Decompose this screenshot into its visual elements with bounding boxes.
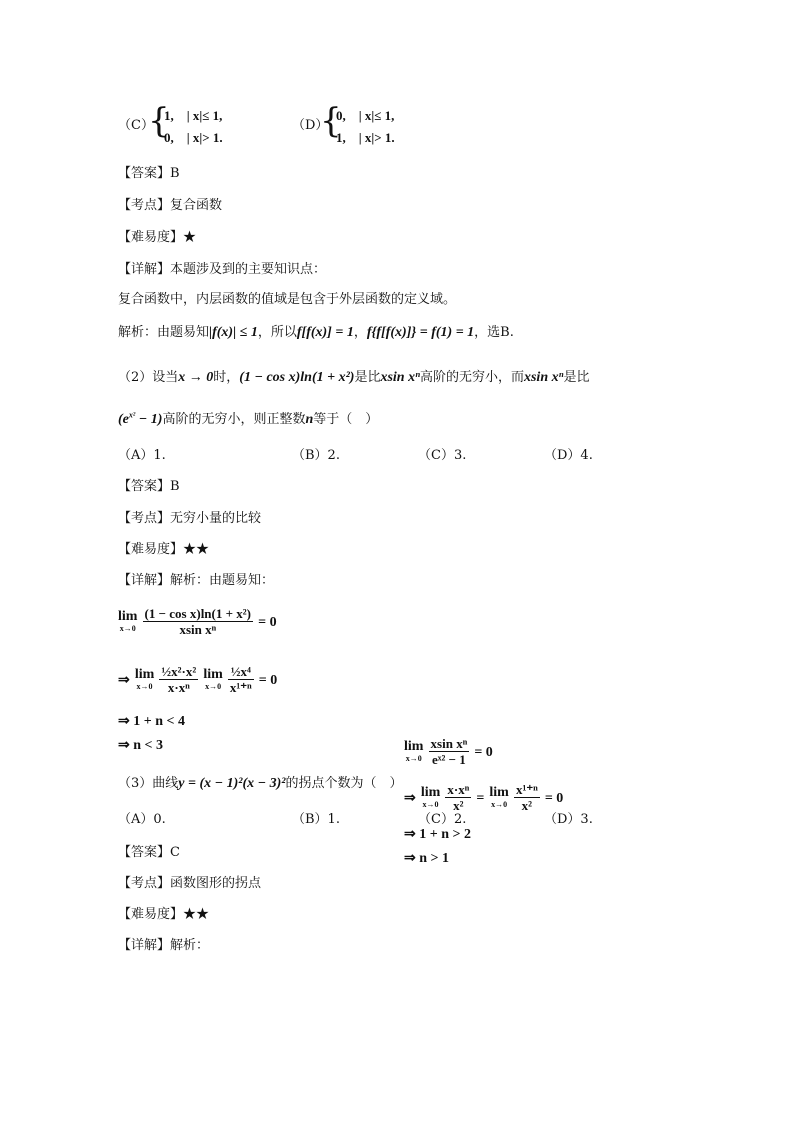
q1-analysis-math3: f{f[f(x)]} = f(1) = 1 — [366, 325, 475, 340]
q3-option-b: （B）1. — [292, 812, 340, 827]
q2-stem2-end: 等于（ ） — [313, 412, 379, 427]
limit-operator: lim x→0 — [134, 667, 155, 691]
q2-right-eq2-fraction1 — [445, 782, 471, 813]
q2-detail: 【详解】解析：由题易知： — [118, 573, 275, 588]
limit-operator: lim x→0 — [118, 609, 138, 633]
q3-option-a: （A）0. — [118, 812, 166, 827]
q2-right-eq4: ⇒ n > 1 — [404, 851, 449, 866]
q1-knowledge: 复合函数中，内层函数的值域是包含于外层函数的定义域。 — [118, 292, 457, 307]
q2-difficulty-label: 【难易度】 — [118, 542, 184, 557]
limit-operator: lim x→0 — [489, 785, 509, 809]
q2-stem-line1 — [118, 370, 590, 386]
q1-difficulty — [118, 230, 196, 246]
q1-option-c-row2: 0, | x|> 1. — [164, 130, 223, 145]
star-icon: ★ — [183, 230, 197, 245]
q2-right-eq2 — [404, 782, 563, 813]
q2-stem2-sup: x² — [128, 410, 136, 420]
q2-eq2-f1-numerator: ½x²·x² — [161, 664, 197, 679]
q2-right-eq1-rhs: = 0 — [474, 745, 493, 760]
q2-option-b: （B）2. — [292, 448, 340, 463]
q2-right-eq2-fraction2 — [514, 782, 540, 813]
q1-analysis-math2: f[f(x)] = 1 — [296, 325, 354, 340]
limit-operator: lim x→0 — [203, 667, 223, 691]
q1-analysis-math1: |f(x)| ≤ 1 — [209, 325, 258, 340]
q2-right-eq2-f1-numerator: x·xⁿ — [447, 782, 470, 797]
q1-analysis-text2: ，所以 — [257, 325, 297, 340]
q2-stem2-math: (e — [118, 412, 129, 427]
q2-right-eq2-f1-denominator: x² — [453, 798, 464, 813]
q3-stem-text2: 的拐点个数为（ ） — [285, 776, 403, 791]
q2-right-eq2-equals: = — [476, 791, 485, 806]
q2-right-eq2-f2-denominator: x² — [521, 798, 533, 813]
q2-answer: 【答案】B — [118, 479, 180, 494]
q1-topic: 【考点】复合函数 — [118, 198, 223, 213]
q2-stem2-math2: − 1) — [135, 412, 163, 427]
q2-right-eq2-rhs: = 0 — [544, 791, 564, 806]
q1-analysis-text: 解析：由题易知 — [118, 325, 210, 340]
q3-difficulty — [118, 907, 209, 923]
q3-option-d: （D）3. — [544, 812, 593, 827]
q2-eq1-rhs: = 0 — [258, 615, 277, 630]
q2-eq2-f2-numerator: ½x⁴ — [228, 664, 254, 680]
q2-stem-math1: x → 0 — [178, 370, 214, 385]
q2-right-eq1-fraction — [429, 736, 470, 767]
q2-stem-math2: (1 − cos x)ln(1 + x²) — [239, 370, 355, 385]
q3-stem-math: y = (x − 1)²(x − 3)² — [178, 776, 286, 791]
q2-stem-text2: 时， — [213, 370, 240, 385]
q3-difficulty-label: 【难易度】 — [118, 907, 184, 922]
q2-stem-line2 — [118, 412, 378, 428]
q2-right-eq1-denominator: eˣ² − 1 — [431, 752, 466, 767]
q3-topic: 【考点】函数图形的拐点 — [118, 876, 262, 891]
q2-right-eq1 — [404, 736, 493, 767]
q1-option-d-row1: 0, | x|≤ 1, — [336, 108, 395, 123]
q2-eq2-f2-denominator: x¹⁺ⁿ — [229, 680, 252, 695]
q2-right-eq1-numerator: xsin xⁿ — [430, 736, 468, 751]
q2-eq2-fraction1 — [159, 664, 198, 695]
q2-eq2-f1-denominator: x·xⁿ — [167, 680, 190, 695]
q2-eq1-denominator: xsin xⁿ — [179, 622, 217, 637]
q1-option-c-label: （C） — [118, 118, 154, 133]
q2-right-eq2-f2-numerator: x¹⁺ⁿ — [515, 782, 538, 797]
q2-stem-text4: 高阶的无穷小，而 — [419, 370, 524, 385]
q2-stem2-text: 高阶的无穷小，则正整数 — [162, 412, 306, 427]
q3-detail: 【详解】解析： — [118, 938, 210, 953]
q2-eq2-fraction2 — [228, 664, 254, 695]
star-icon: ★★ — [183, 907, 210, 922]
q2-eq2-rhs: = 0 — [258, 673, 278, 688]
q1-analysis — [118, 325, 514, 341]
q2-eq1 — [118, 606, 277, 637]
left-brace-icon: { — [148, 101, 170, 141]
q2-eq3: ⇒ 1 + n < 4 — [118, 714, 185, 729]
limit-operator: lim x→0 — [404, 739, 424, 763]
q3-stem — [118, 776, 403, 792]
q3-answer: 【答案】C — [118, 845, 180, 860]
q1-detail: 【详解】本题涉及到的主要知识点： — [118, 262, 327, 277]
q2-right-eq3: ⇒ 1 + n > 2 — [404, 827, 471, 842]
limit-operator: lim x→0 — [420, 785, 441, 809]
q2-option-a: （A）1. — [118, 448, 166, 463]
q3-option-c: （C）2. — [418, 812, 467, 827]
q2-option-d: （D）4. — [544, 448, 593, 463]
q1-option-c-row1: 1, | x|≤ 1, — [164, 108, 223, 123]
q2-stem-math4: xsin xⁿ — [523, 370, 564, 385]
q2-difficulty — [118, 542, 209, 558]
q3-stem-text: （3）曲线 — [118, 776, 179, 791]
q2-eq2 — [118, 664, 277, 695]
q1-difficulty-label: 【难易度】 — [118, 230, 184, 245]
q2-stem2-n: n — [305, 412, 314, 427]
q1-answer: 【答案】B — [118, 166, 180, 181]
q2-option-c: （C）3. — [418, 448, 467, 463]
implies-arrow: ⇒ — [118, 673, 130, 688]
q2-topic: 【考点】无穷小量的比较 — [118, 511, 262, 526]
implies-arrow: ⇒ — [404, 791, 416, 806]
q1-analysis-end: ，选B. — [474, 325, 514, 340]
q2-stem-text5: 是比 — [563, 370, 590, 385]
star-icon: ★★ — [183, 542, 210, 557]
q1-analysis-text3: ， — [353, 325, 367, 340]
q2-eq1-numerator: (1 − cos x)ln(1 + x²) — [144, 606, 251, 621]
q2-stem-text3: 是比 — [354, 370, 381, 385]
left-brace-icon: { — [320, 101, 342, 141]
q2-stem-text: （2）设当 — [118, 370, 179, 385]
q2-eq4: ⇒ n < 3 — [118, 738, 163, 753]
q1-option-d-label: （D） — [292, 118, 329, 133]
q1-option-d-row2: 1, | x|> 1. — [336, 130, 395, 145]
q2-eq1-fraction — [143, 606, 253, 637]
q2-stem-math3: xsin xⁿ — [380, 370, 420, 385]
